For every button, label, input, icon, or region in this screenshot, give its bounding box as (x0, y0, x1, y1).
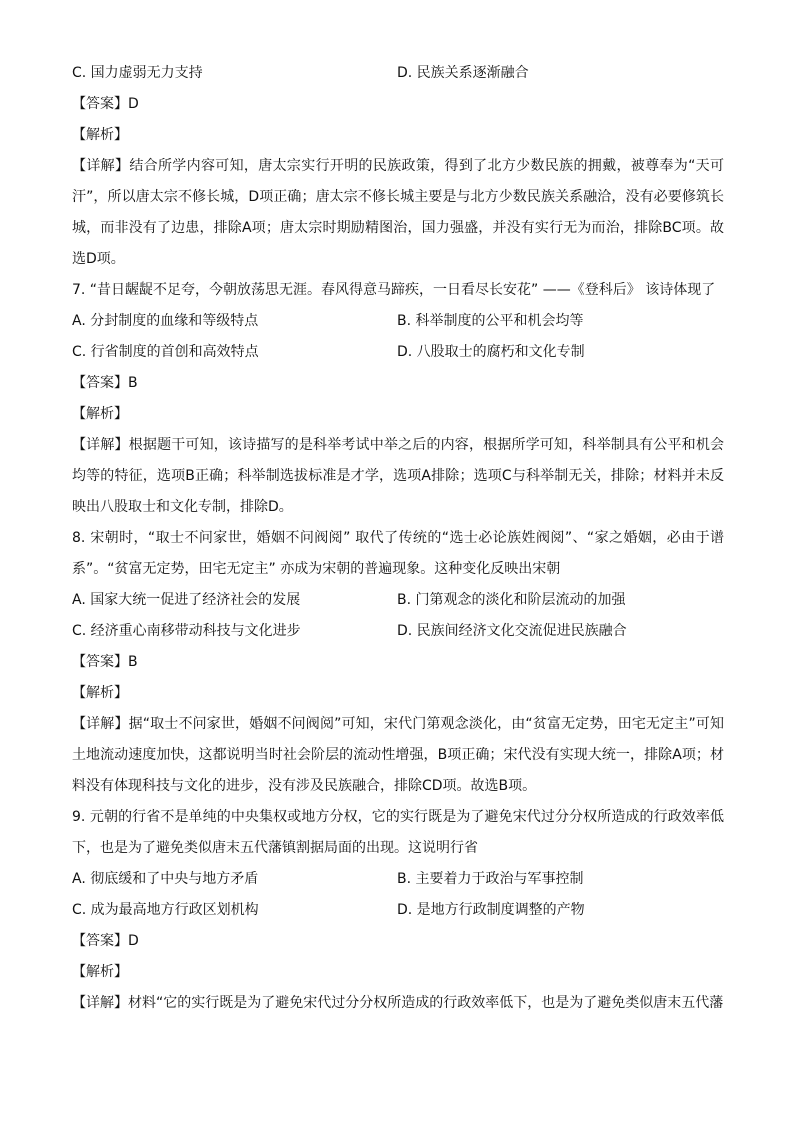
q8-option-d: D. 民族间经济文化交流促进民族融合 (397, 623, 627, 639)
q8-analysis-label: 【解析】 (72, 685, 128, 701)
q9-option-b: B. 主要着力于政治与军事控制 (397, 871, 584, 887)
q7-option-a: A. 分封制度的血缘和等级特点 (72, 313, 259, 329)
q6-detail (72, 151, 724, 275)
q8-options-ab (72, 585, 724, 616)
q7-options-cd (72, 337, 724, 368)
q8-detail-label: 【详解】 (72, 716, 129, 732)
q8-answer (72, 647, 724, 678)
q7-answer-label: 【答案】 (72, 375, 128, 391)
q9-option-c: C. 成为最高地方行政区划机构 (72, 902, 259, 918)
q6-analysis-label: 【解析】 (72, 127, 128, 143)
q8-option-c: C. 经济重心南移带动科技与文化进步 (72, 623, 301, 639)
q7-detail-label: 【详解】 (72, 437, 129, 453)
q6-answer-label: 【答案】 (72, 96, 128, 112)
q6-detail-text: 结合所学内容可知，唐太宗实行开明的民族政策，得到了北方少数民族的拥戴，被尊奉为“天可汗”，所以唐太宗不修长城，D项正确；唐太宗不修长城主要是与北方少数民族关系融洽，没有必要修筑长城，而非没有了边患，排除A项；唐太宗时期励精图治，国力强盛，并没有实行无为而治，排除BC项。故选D项。 (72, 158, 724, 267)
q8-option-a: A. 国家大统一促进了经济社会的发展 (72, 592, 301, 608)
q6-option-d: D. 民族关系逐渐融合 (397, 65, 529, 81)
q9-answer (72, 926, 724, 957)
q7-option-b: B. 科举制度的公平和机会均等 (397, 313, 584, 329)
q9-option-a: A. 彻底缓和了中央与地方矛盾 (72, 871, 259, 887)
q8-stem: 8. 宋朝时，“取士不问家世，婚姻不问阀阅” 取代了传统的“选士必论族姓阀阅”、“家之婚姻，必由于谱系”。“贫富无定势，田宅无定主” 亦成为宋朝的普遍现象。这种变化反映出宋朝 (72, 530, 724, 577)
q8-detail (72, 709, 724, 802)
q6-detail-label: 【详解】 (72, 158, 130, 174)
q7-option-d: D. 八股取士的腐朽和文化专制 (397, 344, 585, 360)
q9-detail (72, 988, 724, 1019)
q6-answer (72, 89, 724, 120)
q9-stem: 9. 元朝的行省不是单纯的中央集权或地方分权，它的实行既是为了避免宋代过分分权所造成的行政效率低下，也是为了避免类似唐末五代藩镇割据局面的出现。这说明行省 (72, 809, 724, 856)
q9-answer-label: 【答案】 (72, 933, 128, 949)
q7-detail-text: 根据题干可知，该诗描写的是科举考试中举之后的内容，根据所学可知，科举制具有公平和机会均等的特征，选项B正确；科举制选拔标准是才学，选项A排除；选项C与科举制无关，排除；材料并未反映出八股取士和文化专制，排除D。 (72, 437, 725, 515)
q7-option-c: C. 行省制度的首创和高效特点 (72, 344, 259, 360)
q7-analysis-label: 【解析】 (72, 406, 128, 422)
document-page (72, 58, 724, 1019)
q9-options-ab (72, 864, 724, 895)
q8-option-b: B. 门第观念的淡化和阶层流动的加强 (397, 592, 626, 608)
q9-analysis-label: 【解析】 (72, 964, 128, 980)
q8-detail-text: 据“取士不问家世，婚姻不问阀阅”可知，宋代门第观念淡化，由“贫富无定势，田宅无定主”可知土地流动速度加快，这都说明当时社会阶层的流动性增强，B项正确；宋代没有实现大统一，排除A项；材料没有体现科技与文化的进步，没有涉及民族融合，排除CD项。故选B项。 (72, 716, 725, 794)
q7-answer-value: B (128, 375, 138, 391)
q8-options-cd (72, 616, 724, 647)
q8-answer-label: 【答案】 (72, 654, 128, 670)
q9-detail-text: 材料“它的实行既是为了避免宋代过分分权所造成的行政效率低下，也是为了避免类似唐末五代藩 (128, 995, 724, 1011)
q6-options-cd (72, 58, 724, 89)
q7-stem: 7. “昔日龌龊不足夸，今朝放荡思无涯。春风得意马蹄疾，一日看尽长安花” ——《登科后》 该诗体现了 (72, 282, 716, 298)
q8-answer-value: B (128, 654, 138, 670)
q7-options-ab (72, 306, 724, 337)
q9-option-d: D. 是地方行政制度调整的产物 (397, 902, 585, 918)
q6-option-c: C. 国力虚弱无力支持 (72, 65, 203, 81)
q9-answer-value: D (128, 933, 139, 949)
q7-detail (72, 430, 724, 523)
q7-answer (72, 368, 724, 399)
q9-detail-label: 【详解】 (72, 995, 128, 1011)
q6-answer-value: D (128, 96, 139, 112)
q9-options-cd (72, 895, 724, 926)
